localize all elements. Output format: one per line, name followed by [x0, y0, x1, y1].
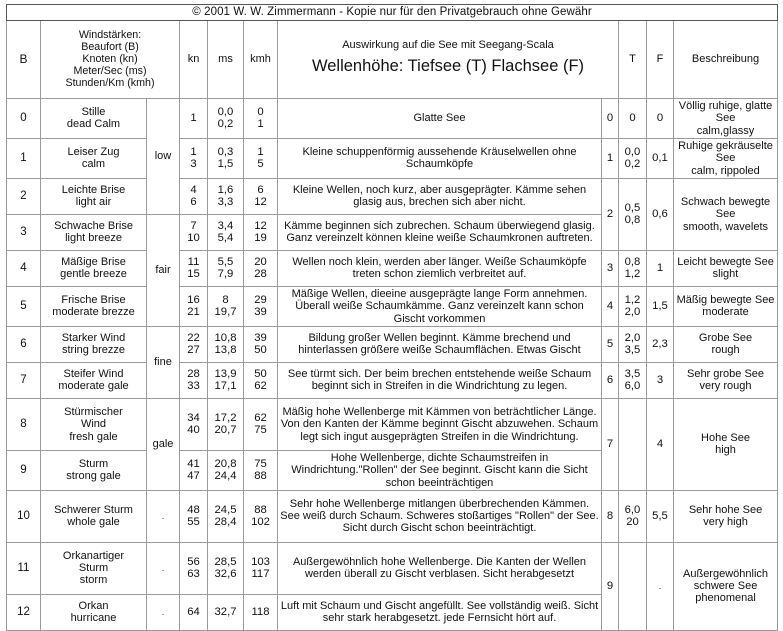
- wind-name: [41, 398, 147, 450]
- wind-name-de: Sturm: [78, 458, 109, 471]
- kn-high: 10: [187, 232, 200, 245]
- kmh-low: 88: [254, 503, 267, 516]
- kmh-low: 6: [257, 183, 264, 196]
- ms-high: 0,2: [217, 118, 234, 131]
- knots-range: [180, 250, 208, 286]
- ms-high: 3,3: [217, 196, 234, 209]
- table-row: [7, 178, 778, 214]
- kn-high: 15: [187, 268, 200, 281]
- wind-name-de: Leiser Zug: [67, 146, 120, 159]
- kmh-range: [244, 98, 278, 138]
- shallow-sea-wave-height: 1,5: [647, 286, 674, 326]
- condition-label-blank: .: [147, 542, 180, 594]
- header-effect-subtitle: Auswirkung auf die See mit Seegang-Scala: [342, 38, 554, 51]
- kmh-low: 62: [254, 411, 267, 424]
- beaufort-number: 1: [7, 138, 41, 178]
- knots-range: [180, 214, 208, 250]
- wind-name-de-2: Wind: [80, 418, 107, 431]
- wind-name-de: Orkanartiger: [62, 549, 125, 562]
- ms-range: [208, 490, 244, 542]
- kmh-low: 1: [257, 145, 264, 158]
- wind-name-de: Orkan: [78, 600, 109, 612]
- ms-low: 20,8: [214, 457, 237, 470]
- sea-effect-text: Kämme beginnen sich zubrechen. Schaum überwiegend glasig. Ganz vereinzelt können kleine weiße Schaumkronen auftreten.: [278, 214, 602, 250]
- wind-name-en: light air: [75, 196, 112, 209]
- ms-range: [208, 286, 244, 326]
- ms-high: 7,9: [217, 268, 234, 281]
- wind-name: [41, 138, 147, 178]
- beaufort-number: 9: [7, 450, 41, 490]
- t-high: 6,0: [624, 380, 641, 393]
- wind-name-de: Mäßige Brise: [61, 256, 126, 269]
- wind-name-en: gentle breeze: [60, 268, 127, 281]
- ms-low: 28,5: [214, 555, 237, 568]
- deep-sea-wave-height: [619, 250, 647, 286]
- wind-name-en: strong gale: [66, 470, 121, 483]
- ms-range: [208, 362, 244, 398]
- sea-desc-line-3: phenomenal: [695, 592, 756, 605]
- kmh-high: 39: [254, 306, 267, 319]
- kn-low: 48: [187, 503, 200, 516]
- ms-range: 32,7: [208, 594, 244, 630]
- table-row: [7, 490, 778, 542]
- knots-range: [180, 286, 208, 326]
- header-wind-line-5: Stunden/Km (kmh): [65, 77, 155, 90]
- kmh-low: 50: [254, 367, 267, 380]
- table-row: [7, 398, 778, 450]
- kn-low: 16: [187, 293, 200, 306]
- kmh-high: 19: [254, 232, 267, 245]
- table-row: [7, 542, 778, 594]
- beaufort-number: 0: [7, 98, 41, 138]
- header-wind-line-4: Meter/Sec (ms): [73, 65, 147, 78]
- header-beaufort: B: [7, 20, 41, 98]
- kmh-low: 12: [254, 219, 267, 232]
- sea-desc-line-1: Grobe See: [698, 332, 753, 345]
- t-high: 20: [626, 516, 639, 529]
- wind-name: [41, 286, 147, 326]
- beaufort-number: 4: [7, 250, 41, 286]
- ms-high: 19,7: [214, 306, 237, 319]
- shallow-sea-wave-height: 0,6: [647, 178, 674, 250]
- shallow-sea-wave-height: 3: [647, 362, 674, 398]
- wind-name-en: light breeze: [65, 232, 122, 245]
- kmh-high: 1: [257, 118, 264, 131]
- t-high: 0,2: [624, 158, 641, 171]
- kn-high: 63: [187, 568, 200, 581]
- ms-low: 17,2: [214, 411, 237, 424]
- t-low: 0,0: [624, 145, 641, 158]
- header-deep-sea: T: [619, 20, 647, 98]
- kmh-low: 103: [251, 555, 270, 568]
- wind-name-en: moderate brezze: [52, 306, 135, 319]
- header-knots: kn: [180, 20, 208, 98]
- ms-high: 5,4: [217, 232, 234, 245]
- kmh-range: [244, 286, 278, 326]
- kn-low: 34: [187, 411, 200, 424]
- header-description: Beschreibung: [674, 20, 778, 98]
- sea-state-description: [674, 98, 778, 138]
- condition-label-blank: .: [147, 490, 180, 542]
- wind-name-en: moderate gale: [58, 380, 129, 393]
- seegang-number: 4: [602, 286, 619, 326]
- deep-sea-wave-height: [619, 326, 647, 362]
- kmh-low: 0: [257, 105, 264, 118]
- kmh-range: [244, 250, 278, 286]
- seegang-number: 2: [602, 178, 619, 250]
- wind-name-de: Stille: [81, 106, 106, 119]
- shallow-sea-wave-height: 5,5: [647, 490, 674, 542]
- wind-name-de: Schwerer Sturm: [54, 504, 133, 516]
- sea-effect-text: Mäßig hohe Wellenberge mit Kämmen von beträchtlicher Länge. Von den Kanten der Kämme beginnt Gischt abzuwehen. Schaum legt sich ingut ausgeprägten Streifen in die Windrichtung.: [278, 398, 602, 450]
- condition-label-gale: gale: [147, 398, 180, 490]
- knots-range: [180, 490, 208, 542]
- kn-high: 47: [187, 470, 200, 483]
- wind-name: [41, 326, 147, 362]
- condition-label-fair: fair: [147, 214, 180, 326]
- sea-effect-text: Bildung großer Wellen beginnt. Kämme brechend und hinterlassen größere weiße Schaumflächen. Etwas Gischt: [278, 326, 602, 362]
- deep-sea-wave-height: [619, 398, 647, 490]
- ms-range: [208, 398, 244, 450]
- condition-label-fine: fine: [147, 326, 180, 398]
- table-header-row: [7, 20, 778, 98]
- kn-low: 22: [187, 331, 200, 344]
- wind-name-de: Stürmischer: [64, 405, 123, 418]
- knots-range: [180, 178, 208, 214]
- kmh-high: 28: [254, 268, 267, 281]
- sea-desc-line-1: Hohe See: [701, 432, 750, 445]
- shallow-sea-wave-height: 1: [647, 250, 674, 286]
- wind-name-de: Steifer Wind: [63, 368, 124, 381]
- kn-high: 27: [187, 344, 200, 357]
- ms-range: [208, 450, 244, 490]
- deep-sea-wave-height: [619, 490, 647, 542]
- kn-low: 11: [187, 255, 200, 268]
- ms-range: [208, 98, 244, 138]
- ms-high: 17,1: [214, 380, 237, 393]
- sea-effect-text: See türmt sich. Der beim brechen entstehende weiße Schaum beginnt sich in Streifen in die Windrichtung zu legen.: [278, 362, 602, 398]
- ms-range: [208, 178, 244, 214]
- deep-sea-wave-height: [619, 542, 647, 630]
- sea-effect-text: Hohe Wellenberge, dichte Schaumstreifen in Windrichtung."Rollen" der See beginnt. Gischt kann die Sicht schon beeinträchtigen: [278, 450, 602, 490]
- sea-effect-text: Wellen noch klein, werden aber länger. Weiße Schaumköpfe treten schon ziemlich verbreitet auf.: [278, 250, 602, 286]
- wind-name: [41, 178, 147, 214]
- sea-desc-line-1: Leicht bewegte See: [677, 256, 774, 269]
- deep-sea-wave-height: [619, 286, 647, 326]
- sea-effect-text: Mäßige Wellen, dieeine ausgeprägte lange Form annehmen. Überall weiße Schaumkämme. Ganz vereinzelt kann schon Gischt vorkommen: [278, 286, 602, 326]
- table-row: [7, 98, 778, 138]
- kmh-high: 75: [254, 424, 267, 437]
- kn-high: 6: [190, 196, 197, 209]
- sea-desc-line-1: Außergewöhnlich: [683, 567, 769, 580]
- wind-name-en: storm: [79, 574, 108, 587]
- sea-desc-line-3: calm, rippoled: [691, 164, 760, 177]
- table-row: [7, 362, 778, 398]
- kn-low: 56: [187, 555, 200, 568]
- sea-desc-line-1: Ruhige gekräuselte: [678, 139, 773, 152]
- ms-range: [208, 542, 244, 594]
- wind-name: [41, 362, 147, 398]
- kmh-high: 88: [254, 470, 267, 483]
- kmh-range: [244, 326, 278, 362]
- wind-name-en: calm: [81, 158, 106, 171]
- shallow-sea-wave-height: 0: [647, 98, 674, 138]
- header-meters-per-sec: ms: [208, 20, 244, 98]
- t-high: 1,2: [624, 268, 641, 281]
- kn-high: 40: [187, 424, 200, 437]
- kmh-range: [244, 178, 278, 214]
- seegang-number: 0: [602, 98, 619, 138]
- sea-state-description: [674, 490, 778, 542]
- ms-high: 32,6: [214, 568, 237, 581]
- wind-name: [41, 214, 147, 250]
- beaufort-number: 12: [7, 594, 41, 630]
- ms-range: [208, 214, 244, 250]
- ms-range: [208, 138, 244, 178]
- ms-low: 3,4: [217, 219, 234, 232]
- kmh-low: 29: [254, 293, 267, 306]
- kmh-high: 117: [251, 568, 270, 581]
- beaufort-number: 8: [7, 398, 41, 450]
- t-low: 2,0: [624, 331, 641, 344]
- wind-name-de: Starker Wind: [61, 332, 126, 345]
- ms-low: 1,6: [217, 183, 234, 196]
- sea-desc-line-1: Schwach bewegte: [680, 195, 771, 208]
- sea-desc-line-3: calm,glassy: [696, 124, 755, 137]
- kmh-high: 12: [254, 196, 267, 209]
- t-high: 0,8: [624, 214, 641, 227]
- sea-desc-line-2: See: [715, 112, 736, 125]
- kmh-range: [244, 214, 278, 250]
- wind-name-en: string brezze: [62, 344, 125, 357]
- ms-low: 0,3: [217, 145, 234, 158]
- sea-desc-line-2: schwere See: [693, 580, 758, 593]
- ms-low: 8: [222, 293, 229, 306]
- ms-low: 5,5: [217, 255, 234, 268]
- sea-desc-line-1: Sehr grobe See: [686, 368, 765, 381]
- wind-name-en: hurricane: [70, 612, 117, 625]
- seegang-number: 7: [602, 398, 619, 490]
- ms-high: 20,7: [214, 424, 237, 437]
- knots-range: 1: [180, 98, 208, 138]
- kmh-range: [244, 362, 278, 398]
- ms-low: 0,0: [217, 105, 234, 118]
- header-wind-line-1: Windstärken:: [78, 29, 142, 42]
- sea-state-description: [674, 542, 778, 630]
- sea-state-description: [674, 286, 778, 326]
- kn-high: 21: [187, 306, 200, 319]
- kmh-high: 102: [251, 516, 270, 529]
- beaufort-number: 5: [7, 286, 41, 326]
- knots-range: [180, 326, 208, 362]
- seegang-number: 5: [602, 326, 619, 362]
- beaufort-number: 10: [7, 490, 41, 542]
- wind-name: [41, 490, 147, 542]
- header-wind-strengths: [41, 20, 180, 98]
- knots-range: [180, 138, 208, 178]
- wind-name: [41, 250, 147, 286]
- beaufort-scale-table: [6, 4, 778, 631]
- shallow-sea-wave-height: 0,1: [647, 138, 674, 178]
- wind-name-en: fresh gale: [69, 430, 118, 443]
- t-low: 3,5: [624, 367, 641, 380]
- kmh-range: [244, 398, 278, 450]
- wind-name-de: Leichte Brise: [61, 184, 126, 197]
- sea-desc-line-2: rough: [711, 344, 740, 357]
- knots-range: [180, 362, 208, 398]
- wind-name-en: whole gale: [67, 516, 120, 529]
- t-high: 2,0: [624, 306, 641, 319]
- seegang-number: 3: [602, 250, 619, 286]
- beaufort-number: 7: [7, 362, 41, 398]
- kn-high: 3: [190, 158, 197, 171]
- header-wind-line-2: Beaufort (B): [81, 41, 139, 54]
- sea-desc-line-3: smooth, wavelets: [683, 220, 769, 233]
- sea-desc-line-2: moderate: [702, 306, 749, 319]
- sea-effect-text: Außergewöhnlich hohe Wellenberge. Die Kanten der Wellen werden überall zu Gischt verblasen. Sicht herabgesetzt: [278, 542, 602, 594]
- ms-high: 24,4: [214, 470, 237, 483]
- seegang-number: 8: [602, 490, 619, 542]
- seegang-number: 6: [602, 362, 619, 398]
- copyright-row: [7, 5, 778, 21]
- sea-desc-line-2: very rough: [699, 380, 752, 393]
- ms-high: 28,4: [214, 516, 237, 529]
- knots-range: 64: [180, 594, 208, 630]
- kn-low: 28: [187, 367, 200, 380]
- knots-range: [180, 542, 208, 594]
- kmh-range: [244, 138, 278, 178]
- knots-range: [180, 450, 208, 490]
- sea-state-description: [674, 178, 778, 250]
- t-low: 0,8: [624, 255, 641, 268]
- kmh-low: 75: [254, 457, 267, 470]
- sea-desc-line-2: See: [715, 208, 736, 221]
- sea-desc-line-1: Völlig ruhige, glatte: [678, 99, 773, 112]
- sea-effect-text: Kleine schuppenförmig aussehende Kräuselwellen ohne Schaumköpfe: [278, 138, 602, 178]
- sea-state-description: [674, 398, 778, 490]
- t-low: 0,5: [624, 201, 641, 214]
- beaufort-number: 3: [7, 214, 41, 250]
- sea-desc-line-2: slight: [712, 268, 739, 281]
- kmh-low: 39: [254, 331, 267, 344]
- beaufort-number: 6: [7, 326, 41, 362]
- beaufort-number: 2: [7, 178, 41, 214]
- seegang-number: 1: [602, 138, 619, 178]
- sea-desc-line-1: Mäßig bewegte See: [676, 294, 775, 307]
- table-row: [7, 286, 778, 326]
- sea-effect-text: Sehr hohe Wellenberge mitlangen überbrechenden Kämmen. See weiß durch Schaum. Schweres stoßartiges "Rollen" der See. Sicht durch Gischt schon beeinträchtigt.: [278, 490, 602, 542]
- sea-effect-text: Glatte See: [278, 98, 602, 138]
- knots-range: [180, 398, 208, 450]
- kmh-low: 20: [254, 255, 267, 268]
- sea-state-description: [674, 326, 778, 362]
- deep-sea-wave-height: [619, 362, 647, 398]
- kn-high: 33: [187, 380, 200, 393]
- kmh-range: [244, 490, 278, 542]
- sea-effect-text: Luft mit Schaum und Gischt angefüllt. See vollständig weiß. Sicht sehr stark herabgesetzt. jede Fernsicht hört auf.: [278, 594, 602, 630]
- ms-low: 10,8: [214, 331, 237, 344]
- copyright-notice: © 2001 W. W. Zimmermann - Kopie nur für den Privatgebrauch ohne Gewähr: [7, 5, 778, 21]
- kn-low: 7: [190, 219, 197, 232]
- condition-label-blank: .: [147, 594, 180, 630]
- ms-low: 24,5: [214, 503, 237, 516]
- ms-range: [208, 250, 244, 286]
- wind-name-de-2: Sturm: [78, 562, 109, 575]
- sea-state-description: [674, 250, 778, 286]
- ms-high: 1,5: [217, 158, 234, 171]
- deep-sea-wave-height: [619, 178, 647, 250]
- ms-range: [208, 326, 244, 362]
- deep-sea-wave-height: 0: [619, 98, 647, 138]
- table-row: [7, 326, 778, 362]
- wind-name: [41, 542, 147, 594]
- kn-low: 4: [190, 183, 197, 196]
- wind-name: [41, 98, 147, 138]
- wind-name-de: Frische Brise: [61, 294, 126, 307]
- seegang-number: 9: [602, 542, 619, 630]
- header-shallow-sea: F: [647, 20, 674, 98]
- header-wave-height-title: Wellenhöhe: Tiefsee (T) Flachsee (F): [311, 57, 585, 76]
- kmh-range: [244, 450, 278, 490]
- t-low: 1,2: [624, 293, 641, 306]
- table-row: [7, 250, 778, 286]
- kmh-range: [244, 542, 278, 594]
- ms-low: 13,9: [214, 367, 237, 380]
- ms-high: 13,8: [214, 344, 237, 357]
- kmh-high: 50: [254, 344, 267, 357]
- kn-low: 1: [190, 145, 197, 158]
- shallow-sea-wave-height: 4: [647, 398, 674, 490]
- wind-name: [41, 594, 147, 630]
- kmh-range: 118: [244, 594, 278, 630]
- sea-effect-text: Kleine Wellen, noch kurz, aber ausgeprägter. Kämme sehen glasig aus, brechen sich aber nicht.: [278, 178, 602, 214]
- t-high: 3,5: [624, 344, 641, 357]
- table-row: [7, 138, 778, 178]
- t-low: 6,0: [624, 503, 641, 516]
- header-wind-line-3: Knoten (kn): [82, 53, 138, 66]
- shallow-sea-wave-height: 2,3: [647, 326, 674, 362]
- beaufort-number: 11: [7, 542, 41, 594]
- shallow-sea-wave-height: .: [647, 542, 674, 630]
- header-effect-on-sea: [278, 20, 619, 98]
- sea-state-description: [674, 138, 778, 178]
- sea-desc-line-1: Sehr hohe See: [688, 504, 763, 516]
- wind-name-de: Schwache Brise: [54, 220, 133, 233]
- kmh-high: 5: [257, 158, 264, 171]
- sea-desc-line-2: high: [715, 444, 736, 457]
- kn-low: 41: [187, 457, 200, 470]
- wind-name-en: dead Calm: [66, 118, 121, 131]
- sea-desc-line-2: very high: [703, 516, 748, 529]
- sea-state-description: [674, 362, 778, 398]
- condition-label-low: low: [147, 98, 180, 214]
- wind-name: [41, 450, 147, 490]
- header-kmh: kmh: [244, 20, 278, 98]
- kmh-high: 62: [254, 380, 267, 393]
- deep-sea-wave-height: [619, 138, 647, 178]
- kn-high: 55: [187, 516, 200, 529]
- sea-desc-line-2: See: [715, 152, 736, 165]
